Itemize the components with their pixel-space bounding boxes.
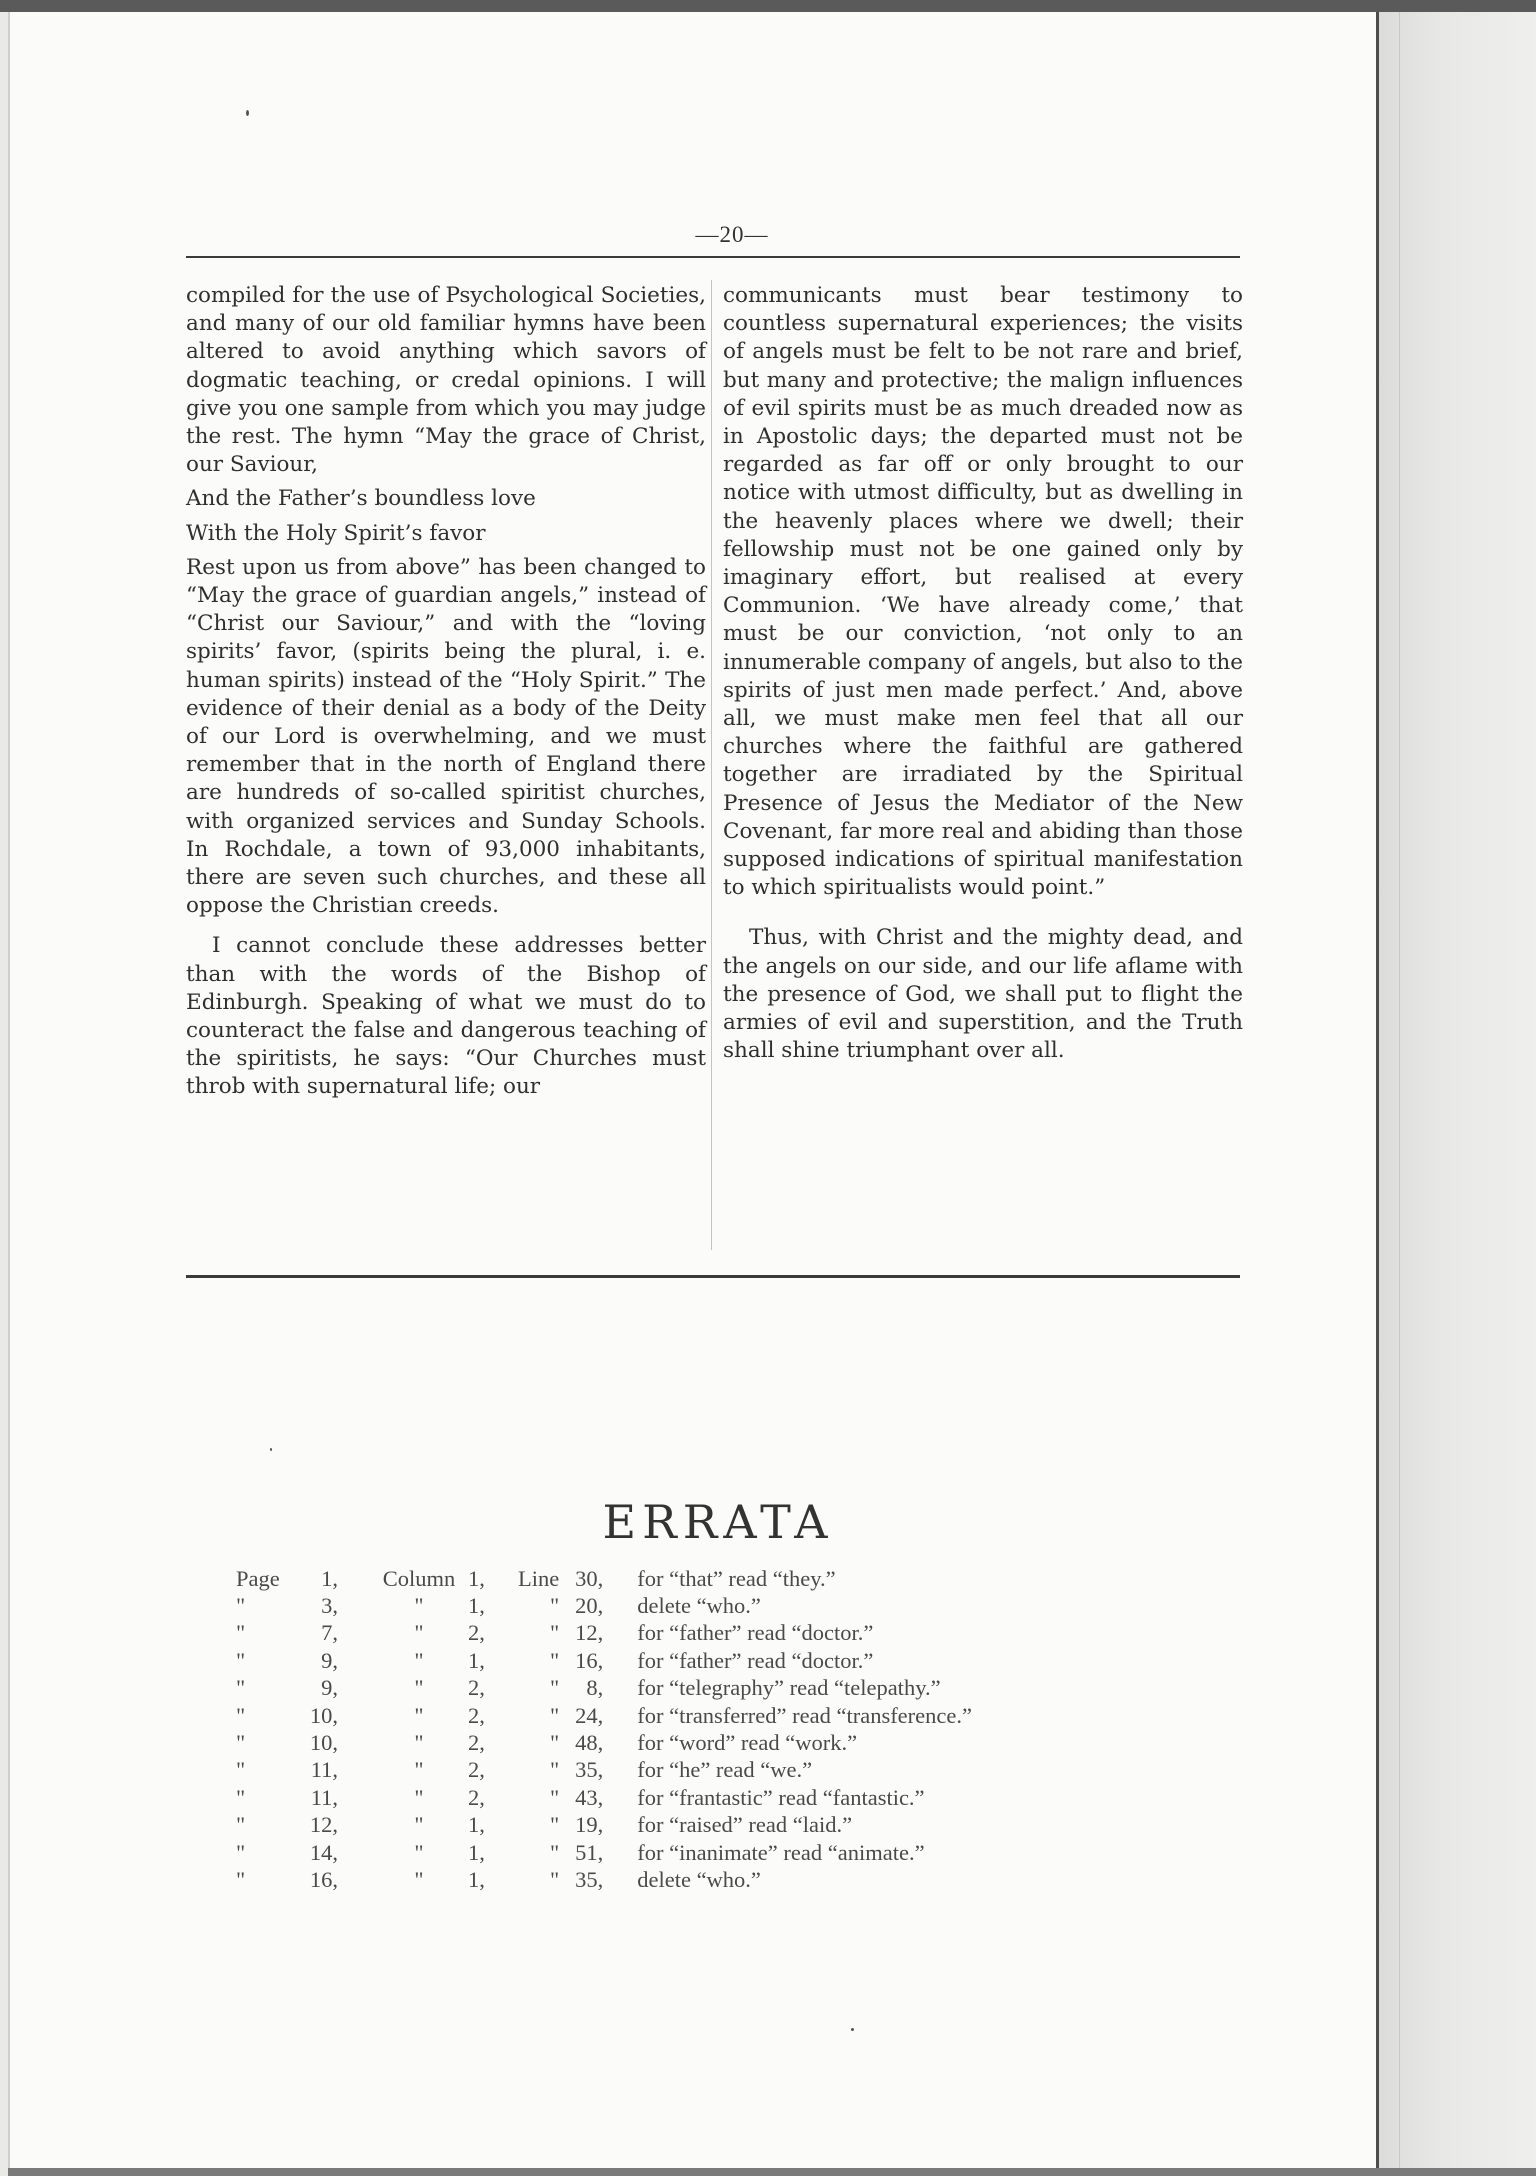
errata-correction: for “frantastic” read “fantastic.”: [637, 1784, 925, 1810]
errata-row: [236, 1757, 972, 1784]
errata-line-number: 35,: [575, 1866, 604, 1892]
errata-page-label: ": [236, 1730, 246, 1756]
errata-column-label: Column: [382, 1565, 456, 1591]
paragraph: compiled for the use of Psychological Societies, and many of our old familiar hymns have been altered to avoid anything which savors of dogmatic teaching, or credal opinions. I will give you one sample from which you may judge the rest. The hymn “May the grace of Christ, our Saviour,: [186, 283, 706, 478]
errata-line-number: 24,: [575, 1702, 604, 1728]
column-divider: [711, 280, 712, 1250]
errata-column-label: ": [414, 1593, 424, 1619]
errata-table: [236, 1565, 972, 1894]
errata-line-number: 20,: [575, 1593, 604, 1619]
errata-line-number: 43,: [575, 1784, 604, 1810]
errata-page-label: ": [236, 1839, 246, 1865]
errata-line-label: ": [550, 1593, 560, 1619]
scan-bottom-edge: [8, 2168, 1536, 2176]
errata-column-label: ": [414, 1812, 424, 1838]
errata-column-label: ": [414, 1757, 424, 1783]
errata-line-number: 30,: [575, 1565, 604, 1591]
scan-top-edge: [0, 0, 1536, 12]
errata-line-label: ": [550, 1839, 560, 1865]
errata-line-label: ": [550, 1620, 560, 1646]
errata-page-number: 10,: [309, 1730, 338, 1756]
errata-correction: delete “who.”: [637, 1593, 761, 1619]
hymn-verse: And the Father’s boundless love: [186, 486, 536, 512]
errata-page-number: 10,: [309, 1702, 338, 1728]
left-column: [186, 282, 706, 1102]
errata-line-label: ": [550, 1757, 560, 1783]
errata-correction: for “he” read “we.”: [637, 1757, 813, 1783]
errata-page-number: 1,: [321, 1565, 338, 1591]
errata-page-number: 11,: [310, 1757, 338, 1783]
errata-correction: for “raised” read “laid.”: [637, 1812, 853, 1838]
errata-column-number: 1,: [468, 1866, 485, 1892]
errata-correction: for “word” read “work.”: [637, 1730, 858, 1756]
errata-page-number: 14,: [309, 1839, 338, 1865]
errata-line-number: 12,: [575, 1620, 604, 1646]
errata-row: [236, 1812, 972, 1839]
errata-line-label: ": [550, 1784, 560, 1810]
errata-row: [236, 1647, 972, 1674]
errata-page-number: 9,: [321, 1647, 338, 1673]
errata-page-label: Page: [236, 1565, 280, 1591]
errata-row: [236, 1675, 972, 1702]
errata-line-label: ": [550, 1730, 560, 1756]
errata-correction: for “father” read “doctor.”: [637, 1620, 874, 1646]
errata-page-label: ": [236, 1757, 246, 1783]
errata-page-number: 16,: [309, 1866, 338, 1892]
errata-column-label: ": [414, 1647, 424, 1673]
errata-page-label: ": [236, 1812, 246, 1838]
errata-line-number: 51,: [575, 1839, 604, 1865]
errata-page-label: ": [236, 1647, 246, 1673]
paragraph: I cannot conclude these addresses better than with the words of the Bishop of Edinburgh. Speaking of what we must do to counteract the false and dangerous teaching of the spiritists, he says: “Our Churches must throb with supernatural life; our: [186, 933, 706, 1100]
errata-column-number: 1,: [468, 1565, 485, 1591]
errata-row: [236, 1702, 972, 1729]
errata-line-label: Line: [518, 1565, 560, 1591]
errata-line-number: 16,: [575, 1647, 604, 1673]
errata-line-label: ": [550, 1866, 560, 1892]
scan-speck: [270, 1448, 272, 1451]
errata-line-number: 8,: [586, 1675, 604, 1701]
errata-page-label: ": [236, 1784, 246, 1810]
errata-column-label: ": [414, 1784, 424, 1810]
errata-line-label: ": [550, 1675, 560, 1701]
errata-column-number: 2,: [468, 1702, 485, 1728]
errata-page-label: ": [236, 1593, 246, 1619]
margin-fold-line: [1399, 12, 1400, 2176]
hymn-verse: With the Holy Spirit’s favor: [186, 520, 486, 546]
scan-speck: [246, 110, 249, 116]
errata-page-label: ": [236, 1620, 246, 1646]
errata-column-label: ": [414, 1675, 424, 1701]
paragraph: communicants must bear testimony to countless supernatural experiences; the visits of angels must be felt to be not rare and brief, but many and protective; the malign influences of evil spirits must be as much dreaded now as in Apostolic days; the departed must not be regarded as far off or only brought to our notice with utmost difficulty, but as dwelling in the heavenly places where we dwell; their fellowship must not be one gained only by imaginary effort, but realised at every Communion. ‘We have already come,’ that must be our conviction, ‘not only to an innumerable company of angels, but also to the spirits of just men made perfect.’ And, above all, we must make men feel that all our churches where the faithful are gathered together are irradiated by the Spiritual Presence of Jesus the Mediator of the New Covenant, far more real and abiding than those supposed indications of spiritual manifestation to which spiritualists would point.”: [723, 283, 1243, 901]
errata-column-number: 2,: [468, 1730, 485, 1756]
errata-row: [236, 1620, 972, 1647]
errata-line-label: ": [550, 1647, 560, 1673]
right-column: [723, 282, 1243, 1065]
errata-row: [236, 1729, 972, 1756]
errata-row: [236, 1592, 972, 1619]
footer-rule: [186, 1275, 1240, 1278]
errata-row: [236, 1866, 972, 1893]
header-rule: [186, 256, 1240, 258]
page-number: —20—: [695, 222, 769, 247]
errata-column-number: 1,: [468, 1593, 485, 1619]
errata-page-number: 12,: [309, 1812, 338, 1838]
paragraph: Rest upon us from above” has been changed to “May the grace of guardian angels,” instead of “Christ our Saviour,” and with the “loving spirits’ favor, (spirits being the plural, i. e. human spirits) instead of the “Holy Spirit.” The evidence of their denial as a body of the Deity of our Lord is overwhelming, and we must remember that in the north of England there are hundreds of so-called spiritist churches, with organized services and Sunday Schools. In Rochdale, a town of 93,000 inhabitants, there are seven such churches, and these all oppose the Christian creeds.: [186, 554, 706, 919]
errata-correction: for “father” read “doctor.”: [637, 1647, 874, 1673]
errata-correction: for “transferred” read “transference.”: [637, 1702, 972, 1728]
errata-correction: for “inanimate” read “animate.”: [637, 1839, 925, 1865]
errata-page-number: 3,: [321, 1593, 338, 1619]
errata-column-number: 2,: [468, 1620, 485, 1646]
errata-title: ERRATA: [602, 1495, 834, 1549]
errata-column-number: 2,: [468, 1675, 485, 1701]
errata-correction: delete “who.”: [637, 1866, 761, 1892]
page-right-margin: [1376, 12, 1536, 2176]
errata-page-number: 7,: [321, 1620, 338, 1646]
errata-column-label: ": [414, 1730, 424, 1756]
errata-row: [236, 1839, 972, 1866]
errata-page-label: ": [236, 1866, 246, 1892]
errata-column-label: ": [414, 1839, 424, 1865]
errata-correction: for “that” read “they.”: [637, 1565, 836, 1591]
errata-line-label: ": [550, 1702, 560, 1728]
errata-page-label: ": [236, 1702, 246, 1728]
errata-column-label: ": [414, 1866, 424, 1892]
errata-page-number: 11,: [310, 1784, 338, 1810]
errata-page-number: 9,: [321, 1675, 338, 1701]
errata-column-number: 1,: [468, 1839, 485, 1865]
errata-line-number: 35,: [575, 1757, 604, 1783]
errata-column-label: ": [414, 1620, 424, 1646]
errata-correction: for “telegraphy” read “telepathy.”: [637, 1675, 941, 1701]
scan-speck: [851, 2028, 854, 2031]
errata-column-number: 1,: [468, 1812, 485, 1838]
errata-column-label: ": [414, 1702, 424, 1728]
errata-page-label: ": [236, 1675, 246, 1701]
errata-column-number: 1,: [468, 1647, 485, 1673]
errata-line-number: 19,: [575, 1812, 604, 1838]
paragraph: Thus, with Christ and the mighty dead, and the angels on our side, and our life aflame with the presence of God, we shall put to flight the armies of evil and superstition, and the Truth shall shine triumphant over all.: [723, 925, 1243, 1064]
errata-column-number: 2,: [468, 1757, 485, 1783]
errata-line-label: ": [550, 1812, 560, 1838]
errata-line-number: 48,: [575, 1730, 604, 1756]
errata-row: [236, 1565, 972, 1592]
errata-row: [236, 1784, 972, 1811]
errata-column-number: 2,: [468, 1784, 485, 1810]
